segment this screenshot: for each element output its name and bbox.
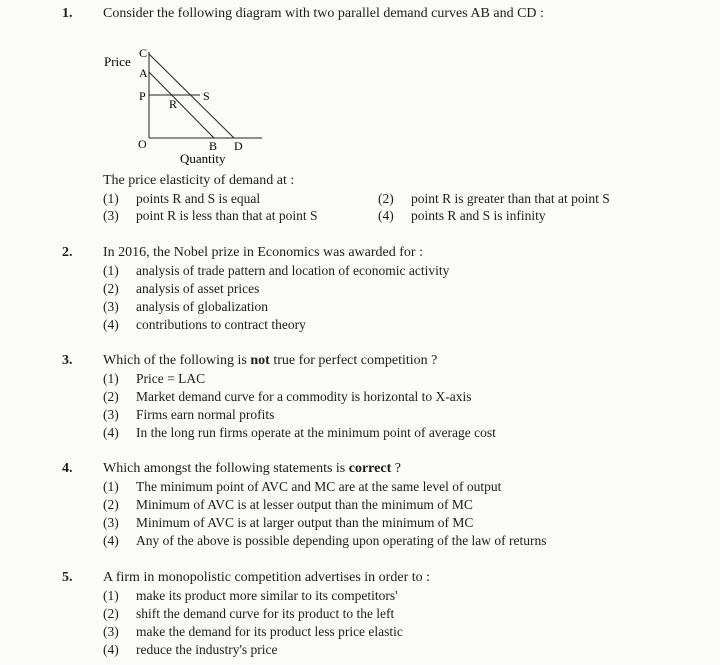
demand-curve-diagram: [0, 0, 720, 170]
option-2: (2) Minimum of AVC is at lesser output than the minimum of MC: [103, 497, 473, 512]
point-s-label: S: [203, 89, 210, 103]
price-axis-label: Price: [104, 54, 131, 69]
question-number: 4.: [62, 461, 73, 476]
point-r-label: R: [169, 97, 178, 111]
option-2: (2) point R is greater than that at point S: [378, 191, 610, 206]
point-b-label: B: [209, 139, 218, 153]
question-text: Which of the following is not true for perfect competition ?: [103, 353, 438, 368]
demand-curve-cd: [149, 54, 234, 138]
option-3: (3) Minimum of AVC is at larger output than the minimum of MC: [103, 515, 474, 530]
question-text: A firm in monopolistic competition advertises in order to :: [103, 570, 431, 585]
option-3: (3) analysis of globalization: [103, 299, 268, 314]
option-1: (1) Price = LAC: [103, 371, 206, 386]
option-3: (3) point R is less than that at point S: [103, 208, 318, 223]
point-a-label: A: [139, 66, 148, 80]
question-text: In 2016, the Nobel prize in Economics was awarded for :: [103, 245, 423, 260]
option-1: (1) analysis of trade pattern and location of economic activity: [103, 263, 450, 278]
option-4: (4) Any of the above is possible depending upon operating of the law of returns: [103, 533, 547, 548]
option-1: (1) make its product more similar to its competitors': [103, 588, 398, 603]
question-number: 1.: [62, 6, 73, 21]
point-p-label: P: [139, 89, 146, 103]
question-text: Which amongst the following statements is correct ?: [103, 461, 401, 476]
option-1: (1) points R and S is equal: [103, 191, 261, 206]
question-prompt: The price elasticity of demand at :: [103, 173, 295, 188]
option-4: (4) reduce the industry's price: [103, 642, 278, 657]
question-number: 5.: [62, 570, 73, 585]
option-2: (2) analysis of asset prices: [103, 281, 260, 296]
option-4: (4) contributions to contract theory: [103, 317, 306, 332]
origin-label: O: [138, 137, 147, 151]
option-3: (3) Firms earn normal profits: [103, 407, 275, 422]
option-2: (2) shift the demand curve for its product to the left: [103, 606, 395, 621]
point-d-label: D: [234, 139, 243, 153]
option-3: (3) make the demand for its product less price elastic: [103, 624, 403, 639]
option-4: (4) points R and S is infinity: [378, 208, 546, 223]
demand-curve-ab: [149, 72, 214, 138]
option-1: (1) The minimum point of AVC and MC are at the same level of output: [103, 479, 502, 494]
option-4: (4) In the long run firms operate at the minimum point of average cost: [103, 425, 496, 440]
question-number: 2.: [62, 245, 73, 260]
quantity-axis-label: Quantity: [180, 151, 226, 166]
question-text: Consider the following diagram with two parallel demand curves AB and CD :: [103, 6, 544, 21]
question-number: 3.: [62, 353, 73, 368]
option-2: (2) Market demand curve for a commodity is horizontal to X-axis: [103, 389, 472, 404]
point-c-label: C: [139, 46, 148, 60]
